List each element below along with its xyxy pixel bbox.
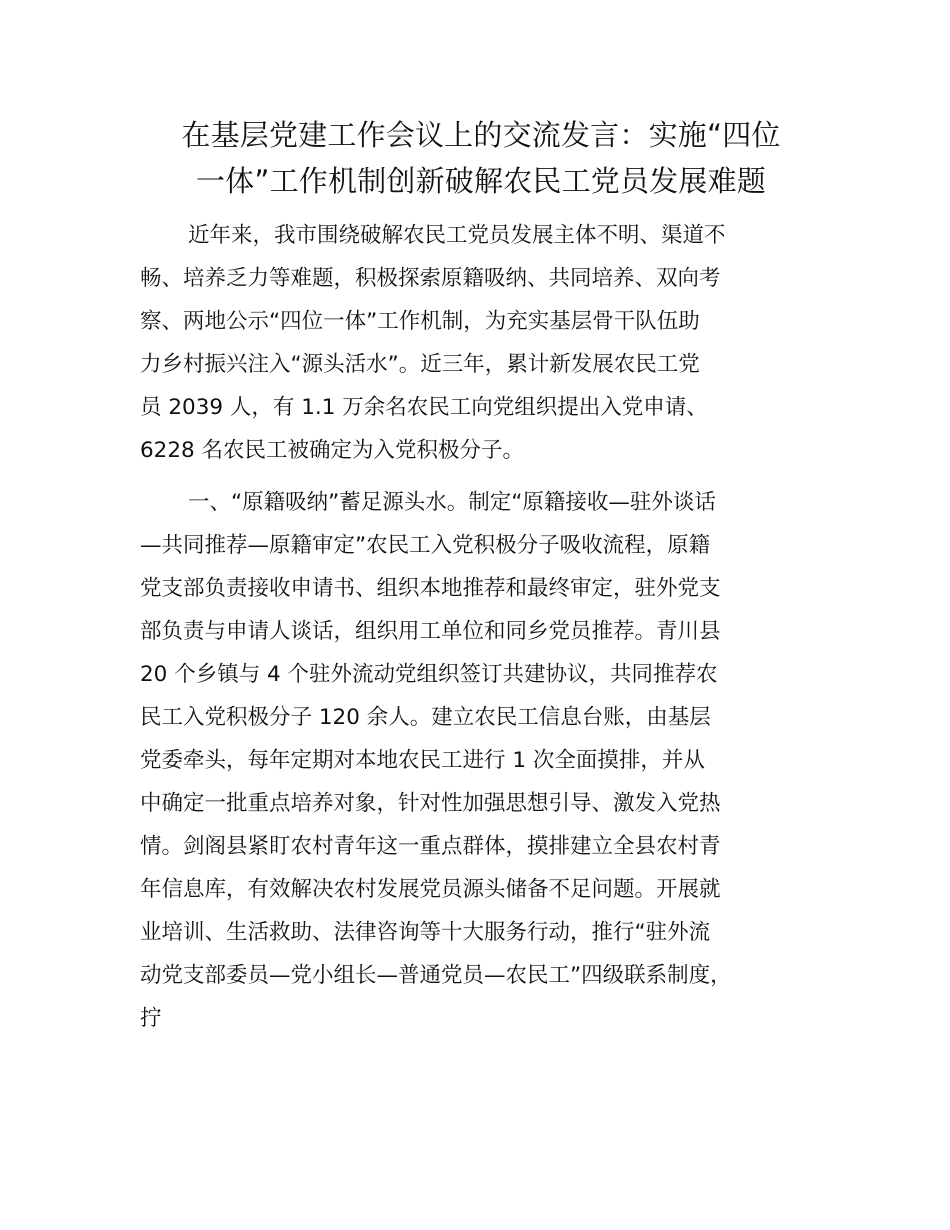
title-line: 一体”工作机制创新破解农民工党员发展难题 [195, 164, 767, 198]
paragraph-line: 部负责与申请人谈话，组织用工单位和同乡党员推荐。青川县 [140, 619, 721, 644]
paragraph-line: 员 2039 人，有 1.1 万余名农民工向党组织提出入党申请、 [140, 395, 708, 420]
paragraph-line: 察、两地公示“四位一体”工作机制，为充实基层骨干队伍助 [140, 309, 700, 334]
paragraph-line: 近年来，我市围绕破解农民工党员发展主体不明、渠道不 [188, 223, 726, 248]
title-line: 在基层党建工作会议上的交流发言：实施“四位 [181, 118, 781, 152]
paragraph-line: 力乡村振兴注入“源头活水”。近三年，累计新发展农民工党 [140, 352, 700, 377]
paragraph-line: 一、“原籍吸纳”蓄足源头水。制定“原籍接收—驻外谈话 [188, 490, 716, 515]
paragraph-section-one [140, 481, 840, 1040]
paragraph-line: 6228 名农民工被确定为入党积极分子。 [140, 438, 525, 463]
paragraph-line: —共同推荐—原籍审定”农民工入党积极分子吸收流程，原籍 [140, 533, 711, 558]
paragraph-intro [140, 214, 840, 472]
paragraph-line: 畅、培养乏力等难题，积极探索原籍吸纳、共同培养、双向考 [140, 266, 721, 291]
paragraph-line: 年信息库，有效解决农村发展党员源头储备不足问题。开展就 [140, 877, 721, 902]
paragraph-line: 民工入党积极分子 120 余人。建立农民工信息台账，由基层 [140, 705, 711, 730]
paragraph-line: 拧 [140, 1006, 162, 1031]
paragraph-line: 党支部负责接收申请书、组织本地推荐和最终审定，驻外党支 [140, 576, 721, 601]
paragraph-line: 党委牵头，每年定期对本地农民工进行 1 次全面摸排，并从 [140, 748, 705, 773]
document-body [140, 214, 840, 1040]
paragraph-line: 业培训、生活救助、法律咨询等十大服务行动，推行“驻外流 [140, 920, 711, 945]
paragraph-line: 中确定一批重点培养对象，针对性加强思想引导、激发入党热 [140, 791, 721, 816]
document-title [136, 112, 826, 204]
paragraph-line: 情。剑阁县紧盯农村青年这一重点群体，摸排建立全县农村青 [140, 834, 721, 859]
paragraph-line: 20 个乡镇与 4 个驻外流动党组织签订共建协议，共同推荐农 [140, 662, 718, 687]
paragraph-line: 动党支部委员—党小组长—普通党员—农民工”四级联系制度， [140, 963, 732, 988]
